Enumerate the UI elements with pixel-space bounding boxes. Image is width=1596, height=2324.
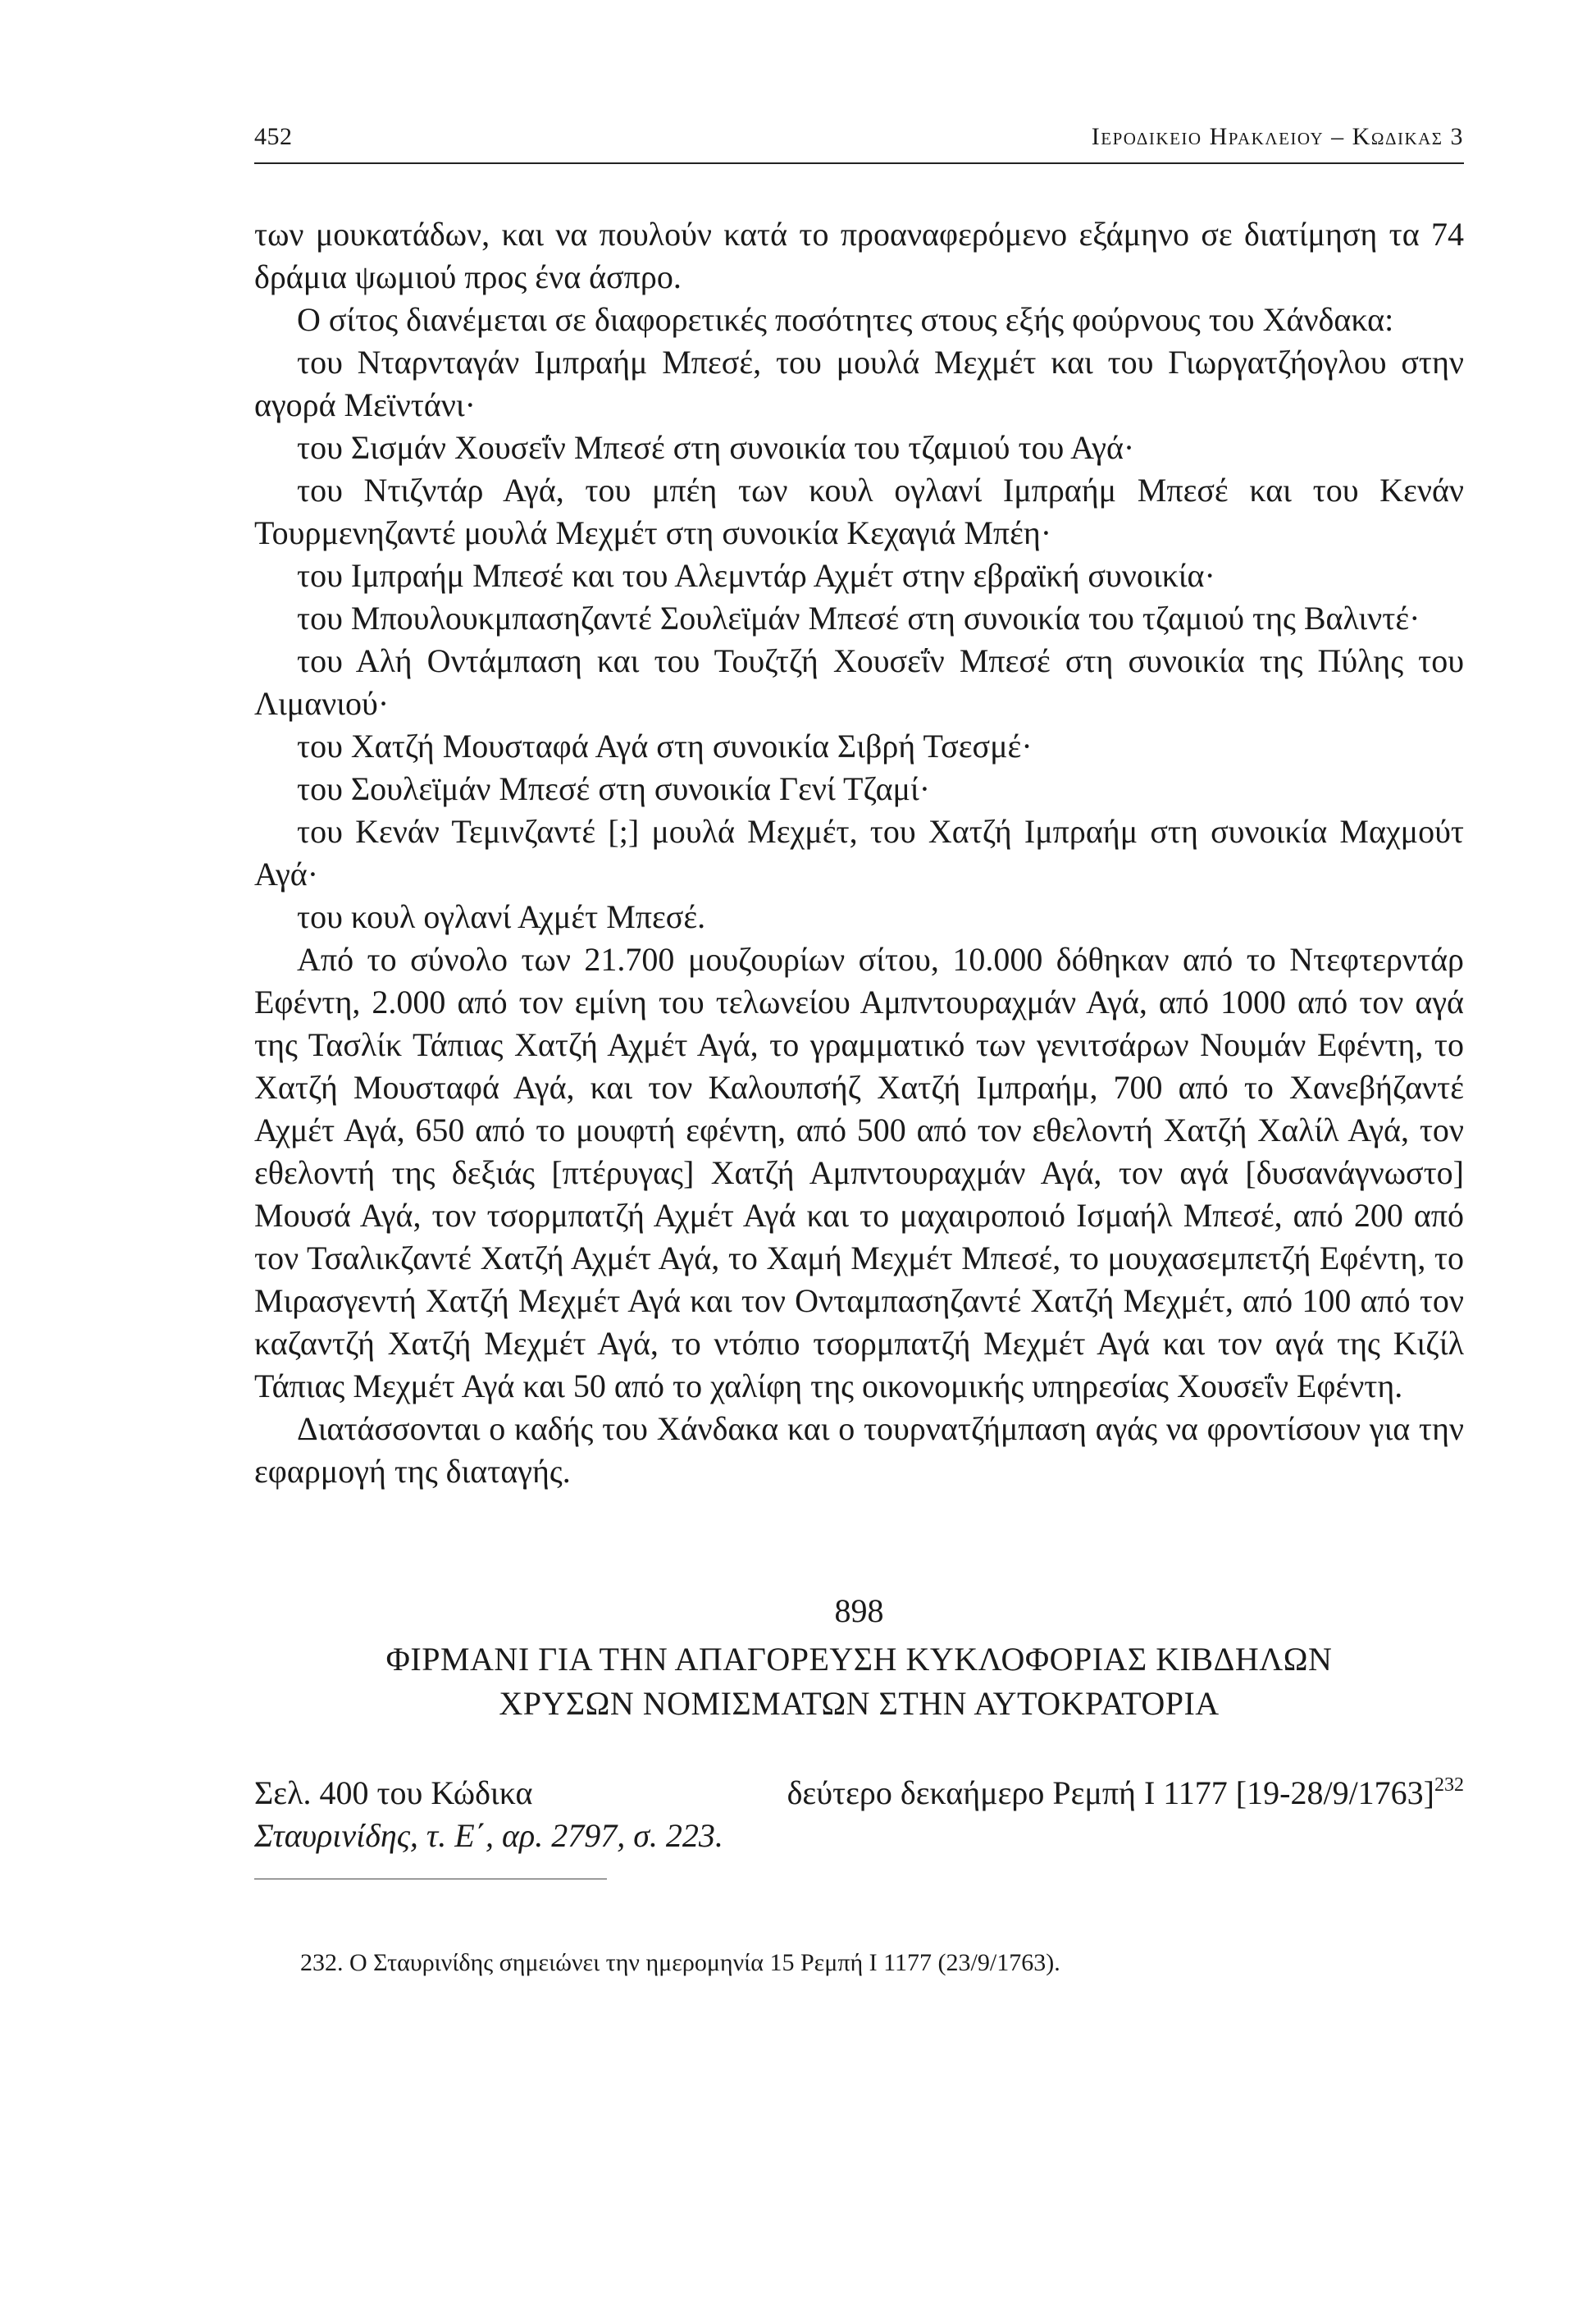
- paragraph: του Ιμπραήμ Μπεσέ και του Αλεμντάρ Αχμέτ στην εβραϊκή συνοικία·: [297, 557, 1215, 594]
- paragraph: του κουλ ογλανί Αχμέτ Μπεσέ.: [297, 898, 706, 935]
- paragraph: του Αλή Οντάμπαση και του Τουζτζή Χουσεΐν Μπεσέ στη συνοικία της Πύλης του Λιμανιού·: [254, 642, 1464, 722]
- paragraph: του Μπουλουκμπασηζαντέ Σουλεϊμάν Μπεσέ στη συνοικία του τζαμιού της Βαλιντέ·: [297, 600, 1420, 637]
- document-meta: [254, 1772, 1464, 1857]
- paragraph: του Σισμάν Χουσεΐν Μπεσέ στη συνοικία του τζαμιού του Αγά·: [297, 429, 1135, 466]
- running-title: Ιεροδικειο Ηρακλειου – Κωδικας 3: [1091, 123, 1464, 150]
- paragraph: των μουκατάδων, και να πουλούν κατά το προαναφερόμενο εξάμηνο σε διατίμηση τα 74 δράμια ψωμιού προς ένα άσπρο.: [254, 216, 1464, 295]
- document-title: [254, 1637, 1464, 1726]
- document-number: 898: [834, 1592, 884, 1629]
- document-date-block: [787, 1772, 1464, 1857]
- paragraph: του Νταρνταγάν Ιμπραήμ Μπεσέ, του μουλά Μεχμέτ και του Γιωργατζήογλου στην αγορά Μεϊντάνι·: [254, 344, 1464, 423]
- paragraph: του Ντιζντάρ Αγά, του μπέη των κουλ ογλανί Ιμπραήμ Μπεσέ και του Κενάν Τουρμενηζαντέ μουλά Μεχμέτ στη συνοικία Κεχαγιά Μπέη·: [254, 472, 1464, 551]
- running-head: [254, 123, 1464, 164]
- paragraph: Διατάσσονται ο καδής του Χάνδακα και ο τουρνατζήμπαση αγάς να φροντίσουν για την εφαρμογή της διαταγής.: [254, 1410, 1464, 1490]
- paragraph: Ο σίτος διανέμεται σε διαφορετικές ποσότητες στους εξής φούρνους του Χάνδακα:: [297, 301, 1394, 338]
- page-number: 452: [254, 123, 293, 150]
- document-source: [254, 1772, 723, 1857]
- document-title-line-1: ΦΙΡΜΑΝΙ ΓΙΑ ΤΗΝ ΑΠΑΓΟΡΕΥΣΗ ΚΥΚΛΟΦΟΡΙΑΣ ΚΙΒΔΗΛΩΝ: [385, 1641, 1333, 1678]
- source-page: Σελ. 400 του Κώδικα: [254, 1774, 533, 1811]
- body-text: [254, 213, 1464, 1493]
- source-reference: Σταυρινίδης, τ. Ε΄, αρ. 2797, σ. 223.: [254, 1817, 723, 1854]
- book-page: [254, 123, 1464, 1979]
- paragraph: του Σουλεϊμάν Μπεσέ στη συνοικία Γενί Τζαμί·: [297, 770, 931, 807]
- footnote: 232. Ο Σταυρινίδης σημειώνει την ημερομηνία 15 Ρεμπή Ι 1177 (23/9/1763).: [300, 1949, 1060, 1976]
- document-date: δεύτερο δεκαήμερο Ρεμπή Ι 1177 [19-28/9/1763]: [787, 1774, 1434, 1811]
- footnote-marker[interactable]: 232: [1434, 1774, 1464, 1796]
- document-title-line-2: ΧΡΥΣΩΝ ΝΟΜΙΣΜΑΤΩΝ ΣΤΗΝ ΑΥΤΟΚΡΑΤΟΡΙΑ: [499, 1685, 1220, 1722]
- paragraph: του Κενάν Τεμινζαντέ [;] μουλά Μεχμέτ, του Χατζή Ιμπραήμ στη συνοικία Μαχμούτ Αγά·: [254, 813, 1464, 893]
- paragraph: του Χατζή Μουσταφά Αγά στη συνοικία Σιβρή Τσεσμέ·: [297, 728, 1033, 765]
- paragraph: Από το σύνολο των 21.700 μουζουρίων σίτου, 10.000 δόθηκαν από το Ντεφτερντάρ Εφέντη, 2.000 από τον εμίνη του τελωνείου Αμπντουραχμάν Αγά, από 1000 από τον αγά της Τασλίκ Τάπιας Χατζή Αχμέτ Αγά, το γραμματικό των γενιτσάρων Νουμάν Εφέντη, το Χατζή Μουσταφά Αγά, και τον Καλουπσήζ Χατζή Ιμπραήμ, 700 από το Χανεβήζαντέ Αχμέτ Αγά, 650 από το μουφτή εφέντη, από 500 από τον εθελοντή Χατζή Χαλίλ Αγά, τον εθελοντή της δεξιάς [πτέρυγας] Χατζή Αμπντουραχμάν Αγά, τον αγά [δυσανάγνωστο] Μουσά Αγά, τον τσορμπατζή Αχμέτ Αγά και το μαχαιροποιό Ισμαήλ Μπεσέ, από 200 από τον Τσαλικζαντέ Χατζή Αχμέτ Αγά, το Χαμή Μεχμέτ Μπεσέ, το μουχασεμπετζή Εφέντη, το Μιρασγεντή Χατζή Μεχμέτ Αγά και τον Ονταμπασηζαντέ Χατζή Μεχμέτ, από 100 από τον καζαντζή Χατζή Μεχμέτ Αγά, το ντόπιο τσορμπατζή Μεχμέτ Αγά και τον αγά της Κιζίλ Τάπιας Μεχμέτ Αγά και 50 από το χαλίφη της οικονομικής υπηρεσίας Χουσεΐν Εφέντη.: [254, 941, 1464, 1404]
